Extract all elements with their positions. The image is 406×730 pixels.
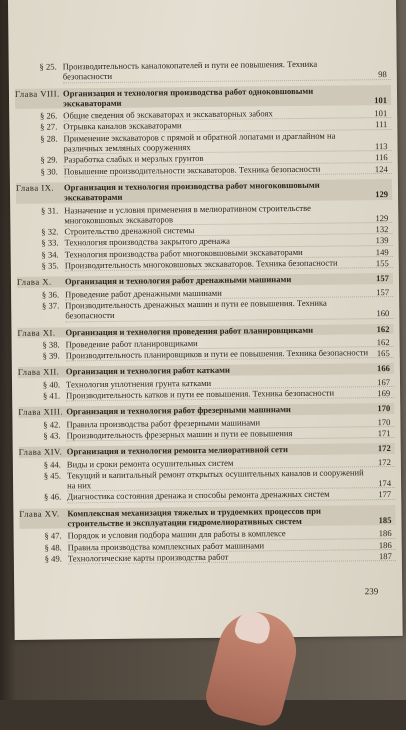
section-number: § 39.: [42, 350, 60, 361]
chapter-title: Организация и технология проведения работ планировщиками: [65, 324, 314, 337]
toc-page-number: 129: [375, 189, 389, 200]
toc-page-number: 167: [377, 376, 391, 387]
chapter-label: Глава XV.: [19, 508, 60, 519]
section-number: § 25.: [39, 61, 57, 72]
toc-page-number: 172: [377, 456, 391, 467]
toc-page-number: 149: [375, 246, 389, 257]
chapter-label: Глава XIV.: [18, 446, 63, 458]
toc-page-number: 165: [376, 348, 390, 359]
section-number: § 45.: [43, 470, 62, 481]
section-title: Производительность планировщиков и пути ее повышения. Техника безопасности: [66, 347, 394, 362]
section-title: Текущий и капитальный ремонт открытых осушительных каналов и сооружений на них: [67, 467, 395, 492]
section-number: § 29.: [40, 154, 58, 166]
toc-page-number: 139: [375, 235, 389, 246]
section-number: § 40.: [42, 379, 61, 390]
section-title: Применение экскаваторов с прямой и обратной лопатами и драглайном на различных земляных сооружениях: [63, 130, 391, 155]
chapter-title: Комплексная механизация тяжелых и трудоемких процессов при строительстве и эксплуатации гидромелиоративных систем: [67, 505, 321, 529]
toc-page-number: 174: [378, 478, 392, 489]
toc-page-number: 169: [377, 388, 391, 399]
section-title: Общие сведения об экскаваторах и экскаваторных забоях: [63, 107, 391, 122]
section-title: Производительность многоковшовых экскаваторов. Техника безопасности: [65, 257, 393, 272]
toc-page-number: 172: [377, 443, 391, 454]
section-number: § 44.: [43, 458, 61, 470]
toc-page-number: 157: [375, 273, 389, 284]
chapter-label: Глава X.: [16, 276, 52, 288]
section-number: § 38.: [42, 339, 60, 350]
toc-page-number: 187: [378, 550, 392, 562]
toc-page-number: 160: [376, 308, 390, 319]
book-page: [8, 0, 403, 640]
section-title: Технологические карты производства работ: [68, 550, 396, 565]
section-number: § 31.: [40, 205, 59, 216]
section-title: Правила производства работ фрезерными машинами: [66, 416, 394, 431]
toc-page-number: 101: [374, 94, 388, 106]
toc-page-number: 129: [375, 212, 389, 224]
toc-page-number: 162: [376, 336, 390, 347]
toc-page-number: 166: [376, 363, 390, 374]
toc-page-number: 186: [378, 539, 392, 550]
section-number: § 47.: [44, 530, 62, 541]
section-number: § 36.: [41, 289, 60, 300]
toc-page-number: 170: [377, 416, 391, 427]
toc-section: [15, 58, 391, 84]
chapter-title: Организация и технология работ катками: [65, 365, 230, 377]
toc-page-number: 111: [375, 119, 388, 130]
chapter-label: Глава XI.: [17, 327, 56, 338]
section-title: Технология производства работ многоковшовыми экскаваторами: [65, 246, 393, 261]
section-number: § 46.: [43, 491, 62, 503]
section-number: § 32.: [41, 226, 59, 237]
toc-page-number: 113: [374, 141, 388, 152]
section-number: § 49.: [44, 553, 62, 564]
toc-chapter: [19, 505, 395, 530]
toc-page-number: 101: [374, 108, 388, 119]
toc-page-number: 98: [378, 69, 387, 80]
toc-page-number: 170: [377, 403, 391, 414]
section-title: Строительство дренажной системы: [64, 223, 392, 238]
section-title: Назначение и условия применения в мелиоративном строительстве многоковшовых экскаваторов: [64, 202, 392, 227]
chapter-title: Организация и технология ремонта мелиоративной сети: [66, 444, 288, 457]
section-number: § 43.: [43, 430, 61, 441]
section-title: Технология уплотнения грунта катками: [66, 376, 394, 391]
section-title: Правила производства комплексных работ машинами: [68, 539, 396, 554]
section-title: Отрывка каналов экскаваторами: [63, 118, 391, 133]
toc-page-number: 171: [377, 427, 391, 439]
section-number: § 30.: [40, 166, 58, 177]
chapter-label: Глава XII.: [17, 366, 60, 378]
section-title: Технология производства закрытого дренажа: [64, 234, 392, 249]
section-title: Разработка слабых и мерзлых грунтов: [64, 151, 392, 166]
table-of-contents: [15, 58, 396, 565]
toc-page-number: 155: [375, 258, 389, 269]
toc-page-number: 185: [378, 514, 392, 526]
toc-chapter: [16, 179, 392, 204]
section-number: § 26.: [39, 110, 58, 121]
toc-page-number: 157: [376, 286, 390, 297]
section-title: Виды и сроки ремонта осушительных систем: [67, 455, 395, 470]
section-title: Проведение работ планировщиками: [66, 336, 394, 351]
toc-section: [17, 297, 393, 323]
chapter-title: Организация и технология производства работ многоковшовыми экскаваторами: [63, 179, 320, 203]
page-number: 239: [364, 586, 379, 597]
section-title: Порядок и условия подбора машин для работы в комплексе: [68, 527, 396, 542]
toc-page-number: 162: [376, 323, 390, 334]
section-number: § 34.: [41, 249, 59, 260]
section-title: Производительность катков и пути ее повышения. Техника безопасности: [66, 387, 394, 402]
section-number: § 28.: [40, 133, 58, 144]
chapter-title: Организация и технология работ дренажными машинами: [64, 274, 292, 287]
section-title: Производительность дренажных машин и пути ее повышения. Техника безопасности: [65, 297, 393, 322]
section-title: Повышение производительности экскаваторов. Техника безопасности: [64, 163, 392, 178]
section-number: § 37.: [41, 300, 60, 311]
section-number: § 41.: [42, 390, 61, 401]
toc-page-number: 177: [378, 489, 392, 500]
section-title: Проведение работ дренажными машинами: [65, 286, 393, 301]
toc-page-number: 186: [378, 528, 392, 539]
chapter-title: Организация и технология работ фрезерными машинами: [66, 404, 291, 417]
section-title: Производительность фрезерных машин и пути ее повышения: [67, 427, 395, 442]
toc-page-number: 116: [375, 152, 388, 163]
section-number: § 33.: [41, 237, 59, 249]
section-title: Диагностика состояния дренажа и способы ремонта дренажных систем: [67, 488, 395, 503]
chapter-title: Организация и технология производства работ одноковшовыми экскаваторами: [62, 85, 314, 109]
chapter-label: Глава XIII.: [18, 406, 64, 418]
chapter-label: Глава IX.: [15, 182, 55, 193]
section-title: Производительность каналокопателей и пути ее повышения. Техника безопасности: [63, 58, 391, 83]
section-number: § 42.: [43, 419, 61, 430]
toc-page-number: 132: [375, 224, 389, 235]
section-number: § 35.: [41, 260, 59, 271]
section-number: § 27.: [40, 121, 58, 133]
toc-chapter: [15, 85, 391, 110]
toc-page-number: 124: [374, 163, 388, 174]
section-number: § 48.: [44, 542, 62, 553]
chapter-label: Глава VIII.: [14, 88, 60, 99]
